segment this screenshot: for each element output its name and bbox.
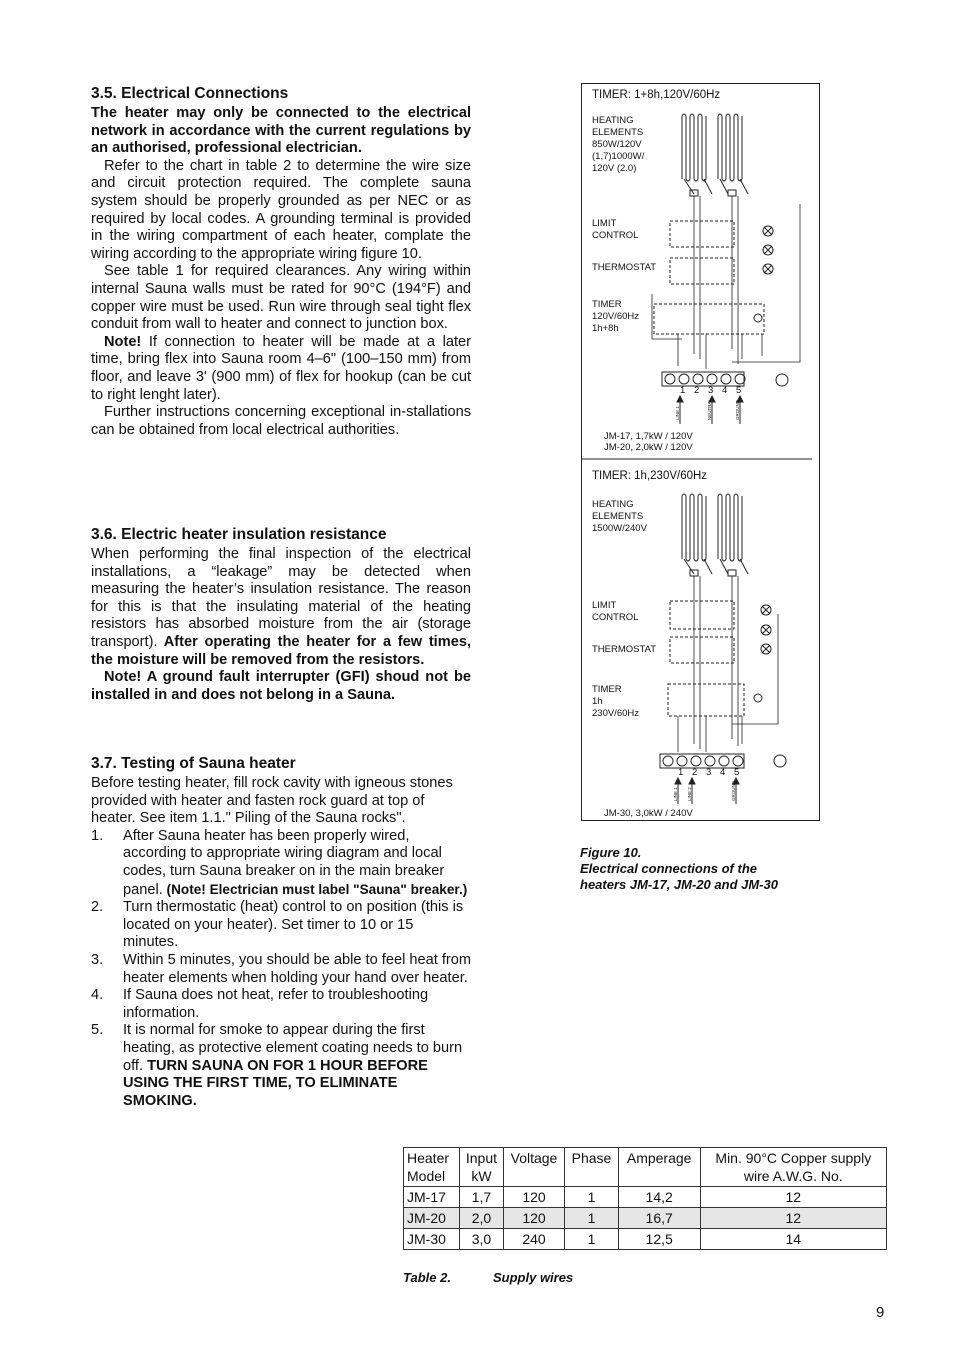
column-header: Voltage xyxy=(503,1148,564,1187)
table-cell: 12 xyxy=(700,1187,886,1208)
table-caption-text: Supply wires xyxy=(493,1270,574,1285)
section-3-5-p3: Further instructions concerning exceptional in-stallations can be obtained from local electrical authorities. xyxy=(91,404,471,438)
timer-label: 1h+8h xyxy=(592,323,619,334)
section-3-6 xyxy=(91,526,471,704)
table-cell: 1 xyxy=(565,1208,618,1229)
terminal-label: 1 xyxy=(678,767,684,778)
section-3-7-heading: 3.7. Testing of Sauna heater xyxy=(91,755,296,772)
diagram-bottom-230v xyxy=(592,470,786,819)
supply-wires-table xyxy=(403,1147,887,1250)
section-3-6-p1-bold: After operating the heater for a few times, the moisture will be removed from the resistors. xyxy=(91,633,471,668)
step-number: 4. xyxy=(91,987,104,1004)
step-bold: TURN SAUNA ON FOR 1 HOUR BEFORE USING THE FIRST TIME, TO ELIMINATE SMOKING. xyxy=(123,1057,428,1109)
note-label: Note! xyxy=(104,333,142,350)
timer-label: TIMER xyxy=(592,684,622,695)
model-label: JM-20, 2,0kW / 120V xyxy=(604,442,693,453)
heating-element-coil xyxy=(682,114,748,196)
wire-label: NEUTRAL xyxy=(707,398,712,420)
table-cell: 2,0 xyxy=(460,1208,504,1229)
caption-line: heaters JM-17, JM-20 and JM-30 xyxy=(580,877,778,892)
wiring-lines xyxy=(652,196,800,369)
step-number: 2. xyxy=(91,899,104,916)
top-diagram-title: TIMER: 1+8h,120V/60Hz xyxy=(592,89,721,101)
limit-label: LIMIT xyxy=(592,600,617,611)
thermostat-box xyxy=(670,258,734,284)
terminal-label: 4 xyxy=(722,385,728,396)
table-cell: JM-17 xyxy=(404,1187,460,1208)
limit-label: CONTROL xyxy=(592,612,639,623)
table-row xyxy=(404,1187,887,1208)
thermostat-label: THERMOSTAT xyxy=(592,644,657,655)
table-cell: 240 xyxy=(503,1229,564,1250)
limit-label: LIMIT xyxy=(592,218,617,229)
section-3-6-p1 xyxy=(91,546,471,669)
heating-label: 850W/120V xyxy=(592,139,642,150)
list-item xyxy=(91,828,471,899)
section-3-5-heading: 3.5. Electrical Connections xyxy=(91,85,289,102)
wire-label: GROUND xyxy=(735,400,740,420)
step-text: Within 5 minutes, you should be able to feel heat from heater elements when holding your hand over heater. xyxy=(123,951,472,986)
table-caption-label: Table 2. xyxy=(403,1270,451,1285)
wire-label: GROUND xyxy=(731,781,736,801)
table-cell: 14,2 xyxy=(618,1187,700,1208)
terminal-label: 5 xyxy=(736,385,742,396)
wiring-diagram-figure xyxy=(581,83,820,821)
terminal-block xyxy=(662,372,788,396)
timer-box xyxy=(654,304,764,334)
table-cell: 1 xyxy=(565,1229,618,1250)
wire-label: LINE 1 xyxy=(673,787,678,801)
caption-line: Electrical connections of the xyxy=(580,861,757,876)
limit-label: CONTROL xyxy=(592,230,639,241)
heating-label: HEATING xyxy=(592,115,634,126)
section-3-5-p1: Refer to the chart in table 2 to determine the wire size and circuit protection required. The complete sauna system should be properly grounded as per NEC or as required by local codes. A grounding terminal is provided in the wiring compartment of each heater, complate the wiring according to the appropriate wiring figure 10. xyxy=(91,157,471,262)
wire-label: LINE 2 xyxy=(687,787,692,801)
testing-steps xyxy=(91,828,471,1111)
step-text: Turn thermostatic (heat) control to on position (this is located on your heater). Set timer to 10 or 15 minutes. xyxy=(123,899,464,951)
section-3-5-intro: The heater may only be connected to the electrical network in accordance with the current regulations by an authorised, professional electrician. xyxy=(91,105,471,157)
thermostat-box xyxy=(670,637,734,663)
timer-label: 1h xyxy=(592,696,603,707)
heating-label: (1,7)1000W/ xyxy=(592,151,645,162)
table-cell: 120 xyxy=(503,1208,564,1229)
indicator-lamps xyxy=(754,605,771,702)
list-item xyxy=(91,952,471,987)
limit-control-box xyxy=(670,221,734,247)
timer-label: 230V/60Hz xyxy=(592,708,640,719)
table-cell: 1 xyxy=(565,1187,618,1208)
terminal-label: 2 xyxy=(694,385,700,396)
list-item xyxy=(91,987,471,1022)
caption-line: Figure 10. xyxy=(580,845,642,860)
terminal-label: 4 xyxy=(720,767,726,778)
step-number: 5. xyxy=(91,1022,104,1039)
terminal-label: 1 xyxy=(680,385,686,396)
step-bold: (Note! Electrician must label "Sauna" breaker.) xyxy=(162,881,468,897)
wiring-diagram xyxy=(582,84,819,820)
table-cell: 3,0 xyxy=(460,1229,504,1250)
section-3-6-p1-text: When performing the final inspection of the electrical installations, a “leakage” may be detected when measuring the heater’s insulation resistance. The reason for this is that the insulating material of the heating resistors has absorbed moisture from the air (storage transport). xyxy=(91,546,471,650)
timer-label: TIMER xyxy=(592,299,622,310)
thermostat-label: THERMOSTAT xyxy=(592,262,657,273)
heating-label: ELEMENTS xyxy=(592,511,644,522)
table-row xyxy=(404,1208,887,1229)
figure-caption xyxy=(580,845,778,893)
heating-label: 120V (2.0) xyxy=(592,163,637,174)
step-number: 3. xyxy=(91,951,104,968)
table-cell: 1,7 xyxy=(460,1187,504,1208)
timer-label: 120V/60Hz xyxy=(592,311,640,322)
step-text: If Sauna does not heat, refer to troubleshooting information. xyxy=(123,987,429,1021)
timer-box xyxy=(668,684,744,716)
note-text: If connection to heater will be made at a later time, bring flex into Sauna room 4–6" (100–150 mm) from floor, and leave 3' (900 mm) of flex for hookup (can be cut to right lenght later). xyxy=(91,333,471,403)
column-header: Phase xyxy=(565,1148,618,1187)
heating-element-coil xyxy=(682,494,748,576)
table-cell: 120 xyxy=(503,1187,564,1208)
section-3-5 xyxy=(91,85,471,439)
wiring-lines xyxy=(678,576,778,752)
list-item xyxy=(91,1022,471,1110)
table-cell: JM-30 xyxy=(404,1229,460,1250)
table-cell: 14 xyxy=(700,1229,886,1250)
table-cell: 12 xyxy=(700,1208,886,1229)
bottom-diagram-title: TIMER: 1h,230V/60Hz xyxy=(592,470,708,482)
terminal-block xyxy=(660,754,786,778)
column-header: Min. 90°C Copper supply wire A.W.G. No. xyxy=(700,1148,886,1187)
column-header: Input kW xyxy=(460,1148,504,1187)
step-text: After Sauna heater has been properly wired, according to appropriate wiring diagram and local codes, turn Sauna breaker on in the main breaker panel. xyxy=(123,827,445,898)
section-3-5-note xyxy=(91,334,471,404)
supply-arrows xyxy=(675,778,739,804)
section-3-7-intro: Before testing heater, fill rock cavity with igneous stones provided with heater and fasten rock guard at top of heater. See item 1.1." Piling of the Sauna rocks". xyxy=(91,775,453,827)
section-3-6-note: Note! A ground fault interrupter (GFI) shoud not be installed in and does not belong in a Sauna. xyxy=(91,669,471,703)
section-3-5-p2: See table 1 for required clearances. Any wiring within internal Sauna walls must be rated for 90°C (194°F) and copper wire must be used. Run wire through seal tight flex conduit from wall to heater and connect to junction box. xyxy=(91,263,471,333)
table-header-row xyxy=(404,1148,887,1187)
table-cell: 16,7 xyxy=(618,1208,700,1229)
section-3-7 xyxy=(91,755,471,1110)
table-row xyxy=(404,1229,887,1250)
step-number: 1. xyxy=(91,827,104,844)
terminal-label: 2 xyxy=(692,767,698,778)
terminal-label: 3 xyxy=(708,385,714,396)
limit-control-box xyxy=(670,601,734,629)
model-label: JM-17, 1,7kW / 120V xyxy=(604,431,693,442)
column-header: Amperage xyxy=(618,1148,700,1187)
diagram-top-120v xyxy=(592,89,800,453)
page-number: 9 xyxy=(876,1304,885,1321)
terminal-label: 5 xyxy=(734,767,740,778)
heating-label: 1500W/240V xyxy=(592,523,647,534)
wire-label: LINE 1 xyxy=(675,406,680,420)
step-text: It is normal for smoke to appear during the first heating, as protective element coating needs to burn off. xyxy=(123,1022,463,1074)
model-label: JM-30, 3,0kW / 240V xyxy=(604,808,693,819)
section-3-6-heading: 3.6. Electric heater insulation resistance xyxy=(91,526,387,543)
indicator-lamps xyxy=(754,226,773,322)
list-item xyxy=(91,899,471,952)
table-cell: JM-20 xyxy=(404,1208,460,1229)
terminal-label: 3 xyxy=(706,767,712,778)
heating-label: HEATING xyxy=(592,499,634,510)
heating-label: ELEMENTS xyxy=(592,127,644,138)
column-header: Heater Model xyxy=(404,1148,460,1187)
table-caption xyxy=(403,1270,573,1285)
table-cell: 12,5 xyxy=(618,1229,700,1250)
